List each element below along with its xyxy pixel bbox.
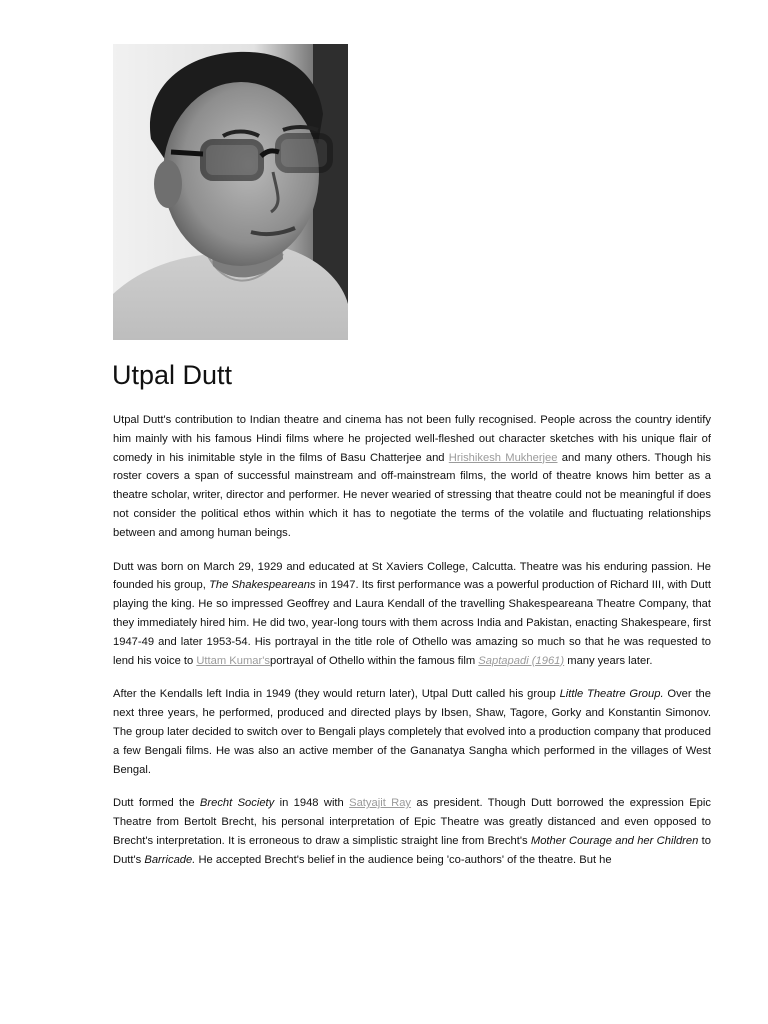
portrait-photo bbox=[113, 44, 348, 340]
article-body bbox=[113, 411, 711, 885]
page-title: Utpal Dutt bbox=[112, 360, 233, 390]
inline-link-text: Saptapadi (1961) bbox=[478, 654, 565, 667]
inline-link[interactable]: Uttam Kumar's bbox=[196, 654, 270, 667]
paragraph bbox=[113, 558, 711, 671]
text-run: Utpal Dutt's contribution to Indian theatre and cinema has not been fully recognised. People across the country identify him mainly with his famous Hindi films where he projected well-fleshed out character sketches with his unique flair of comedy in his inimitable style in the films of Basu Chatterjee and bbox=[113, 414, 711, 464]
text-run: Dutt formed the bbox=[113, 797, 200, 810]
text-run: to Dutt's bbox=[113, 834, 711, 866]
text-run: and many others. Though his roster covers a span of successful mainstream and off-mainstream films, the world of theatre knows him better as a theatre scholar, writer, director and performer. He never wearied of stressing that theatre could not be meaningful if does not consider the political ethos within which it has to negotiate the terms of the volatile and fluctuating relationships between and among human beings. bbox=[113, 451, 712, 539]
italic-text: Mother Courage and her Children bbox=[530, 834, 699, 847]
inline-link[interactable] bbox=[478, 655, 564, 667]
text-run: many years later. bbox=[564, 654, 653, 667]
text-run: as president. Though Dutt borrowed the expression Epic Theatre from Bertolt Brecht, his personal interpretation of Epic Theatre was greatly distanced and even opposed to Brecht's interpretation. It is erroneous to draw a simplistic straight line from Brecht's bbox=[113, 797, 711, 847]
inline-link[interactable]: Satyajit Ray bbox=[349, 797, 412, 810]
text-run: in 1947. Its first performance was a powerful production of Richard III, with Dutt playing the king. He so impressed Geoffrey and Laura Kendall of the travelling Shakespeareana Theatre Company, that they immediately hired him. He did two, year-long tours with them across India and Pakistan, enacting Shakespeare, first 1947-49 and later 1953-54. His portrayal in the title role of Othello was amazing so much so that he was requested to lend his voice to bbox=[113, 579, 711, 667]
paragraph bbox=[113, 794, 711, 869]
paragraph bbox=[113, 685, 711, 779]
text-run: portrayal of Othello within the famous film bbox=[269, 654, 479, 667]
text-run: Over the next three years, he performed, produced and directed plays by Ibsen, Shaw, Tagore, Gorky and Konstantin Simonov. The group later decided to switch over to Bengali plays completely that evolved into a production company that produced a few Bengali films. He was also an active member of the Gananatya Sangha which performed in the villages of West Bengal. bbox=[113, 688, 711, 776]
italic-text: Barricade. bbox=[144, 853, 196, 866]
paragraph bbox=[113, 411, 711, 543]
text-run: He accepted Brecht's belief in the audience being 'co-authors' of the theatre. But he bbox=[195, 853, 612, 866]
text-run: After the Kendalls left India in 1949 (they would return later), Utpal Dutt called his group bbox=[113, 688, 560, 701]
italic-text: Brecht Society bbox=[199, 797, 275, 810]
portrait-image bbox=[113, 44, 348, 340]
text-run: in 1948 with bbox=[274, 797, 350, 810]
text-run: Dutt was born on March 29, 1929 and educated at St Xaviers College, Calcutta. Theatre was his enduring passion. He founded his group, bbox=[113, 560, 711, 592]
italic-text: Little Theatre Group. bbox=[559, 688, 664, 701]
inline-link[interactable]: Hrishikesh Mukherjee bbox=[448, 451, 558, 464]
italic-text: The Shakespeareans bbox=[209, 579, 316, 592]
